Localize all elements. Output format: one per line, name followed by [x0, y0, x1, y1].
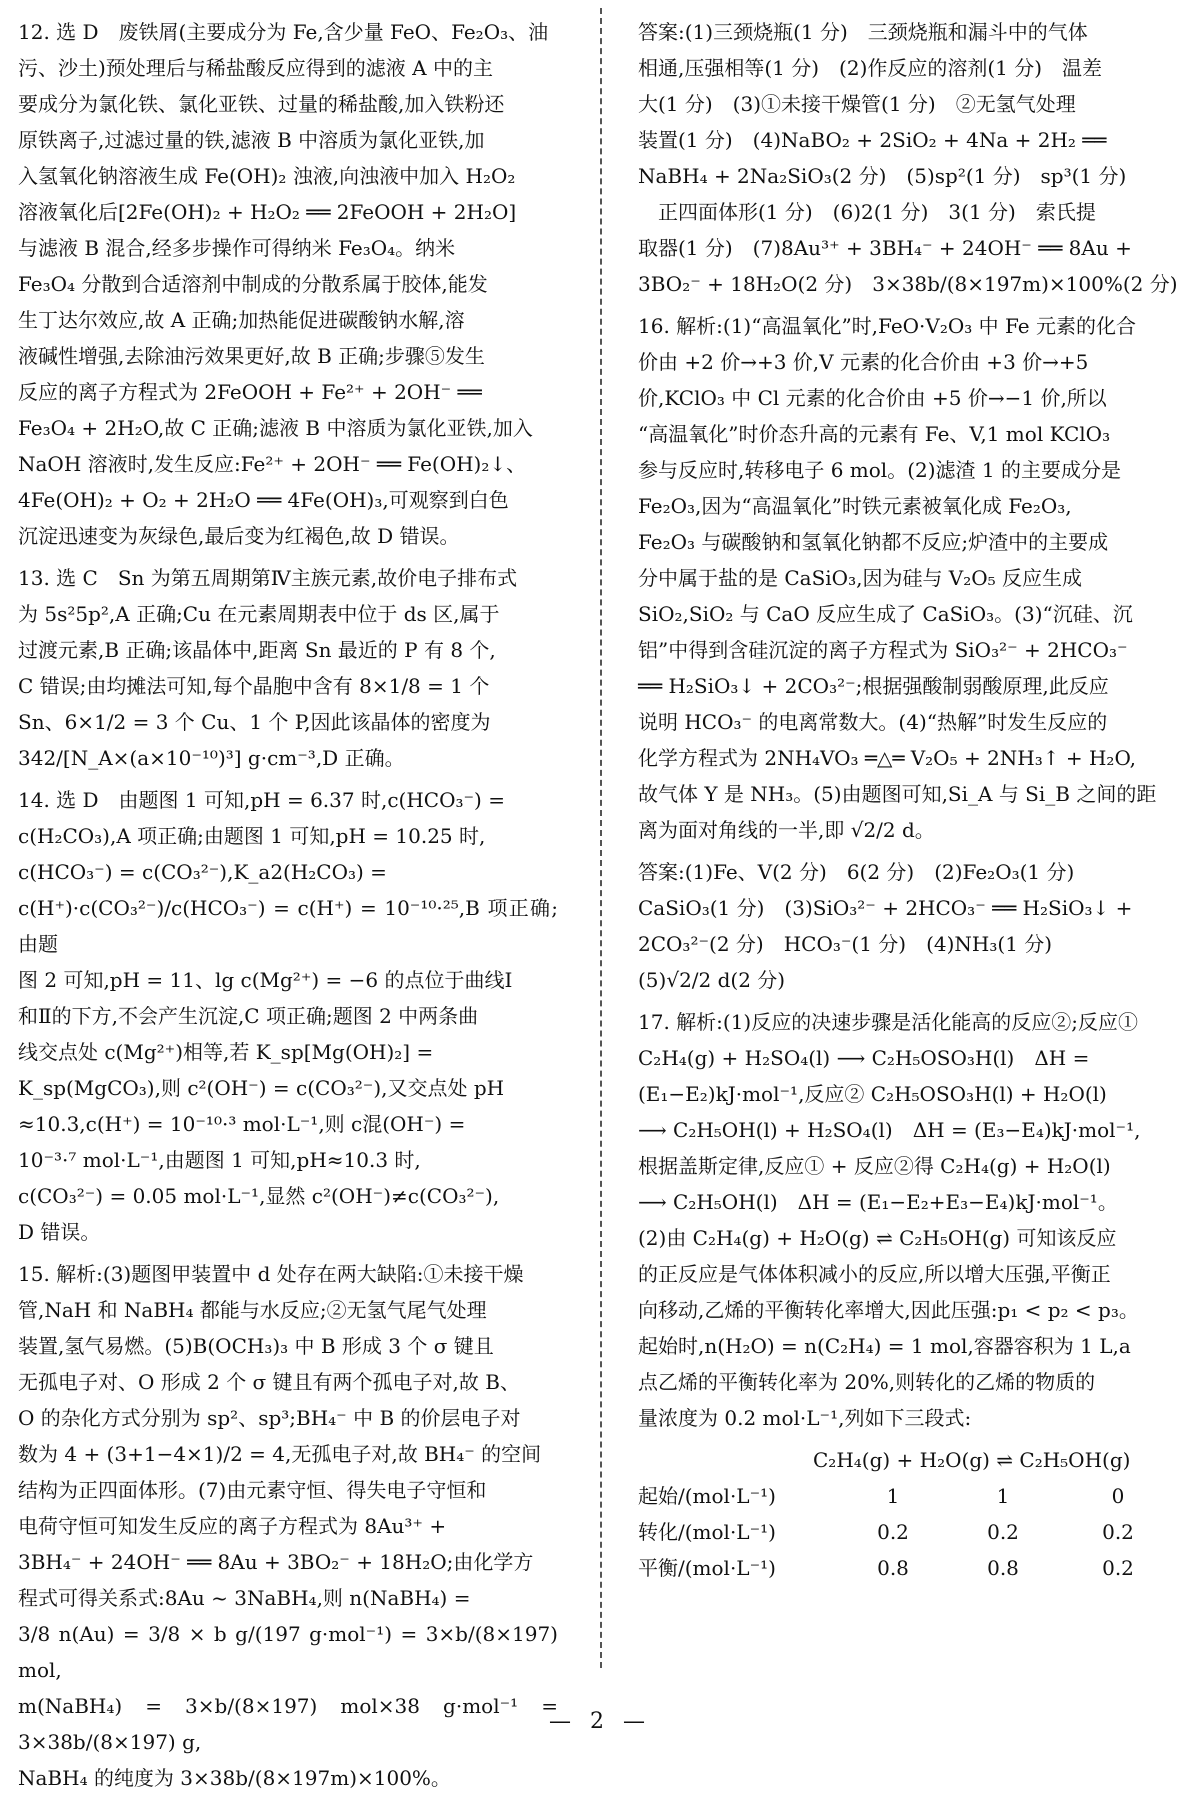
text-line: K_sp(MgCO₃),则 c²(OH⁻) = c(CO₃²⁻),又交点处 pH: [18, 1076, 505, 1100]
text-line: Sn、6×1/2 = 3 个 Cu、1 个 P,因此该晶体的密度为: [18, 710, 491, 734]
text-line: 装置(1 分) (4)NaBO₂ + 2SiO₂ + 4Na + 2H₂ ══: [638, 128, 1107, 152]
text-line: 铝”中得到含硅沉淀的离子方程式为 SiO₃²⁻ + 2HCO₃⁻: [638, 638, 1128, 662]
text-line: ⟶ C₂H₅OH(l) + H₂SO₄(l) ΔH = (E₃−E₄)kJ·mol⁻¹,: [638, 1118, 1141, 1142]
text-line: Fe₂O₃ 与碳酸钠和氢氧化钠都不反应;炉渣中的主要成: [638, 530, 1109, 554]
text-line: 反应的离子方程式为 2FeOOH + Fe²⁺ + 2OH⁻ ══: [18, 380, 482, 404]
text-line: 向移动,乙烯的平衡转化率增大,因此压强:p₁ < p₂ < p₃。: [638, 1298, 1139, 1322]
text-line: 3BO₂⁻ + 18H₂O(2 分) 3×38b/(8×197m)×100%(2 分): [638, 272, 1178, 296]
table-row: [638, 1514, 1180, 1550]
cell: 0.2: [1102, 1556, 1134, 1580]
text-line: D 错误。: [18, 1220, 101, 1244]
text-line: 入氢氧化钠溶液生成 Fe(OH)₂ 浊液,向浊液中加入 H₂O₂: [18, 164, 516, 188]
text-line: 正四面体形(1 分) (6)2(1 分) 3(1 分) 索氏提: [638, 200, 1096, 224]
column-divider: [600, 8, 602, 1668]
text-line: 生丁达尔效应,故 A 正确;加热能促进碳酸钠水解,溶: [18, 308, 465, 332]
text-line: ══ H₂SiO₃↓ + 2CO₃²⁻;根据强酸制弱酸原理,此反应: [638, 674, 1109, 698]
left-column: [18, 14, 558, 1802]
text-line: c(H₂CO₃),A 项正确;由题图 1 可知,pH = 10.25 时,: [18, 824, 486, 848]
text-line: 与滤液 B 混合,经多步操作可得纳米 Fe₃O₄。纳米: [18, 236, 456, 260]
text-line: NaOH 溶液时,发生反应:Fe²⁺ + 2OH⁻ ══ Fe(OH)₂↓、: [18, 452, 527, 476]
question-17: [638, 1004, 1180, 1436]
row-label: 起始/(mol·L⁻¹): [638, 1484, 776, 1508]
text-line: 3BH₄⁻ + 24OH⁻ ══ 8Au + 3BO₂⁻ + 18H₂O;由化学方: [18, 1550, 534, 1574]
text-line: 污、沙土)预处理后与稀盐酸反应得到的滤液 A 中的主: [18, 56, 493, 80]
text-line: 参与反应时,转移电子 6 mol。(2)滤渣 1 的主要成分是: [638, 458, 1121, 482]
text-line: C₂H₄(g) + H₂SO₄(l) ⟶ C₂H₅OSO₃H(l) ΔH =: [638, 1046, 1090, 1070]
text-line: 15. 解析:(3)题图甲装置中 d 处存在两大缺陷:①未接干燥: [18, 1262, 524, 1286]
text-line: ⟶ C₂H₅OH(l) ΔH = (E₁−E₂+E₃−E₄)kJ·mol⁻¹。: [638, 1190, 1118, 1214]
cell: 0.2: [877, 1520, 909, 1544]
cell: 0.8: [987, 1556, 1019, 1580]
text-line: 答案:(1)三颈烧瓶(1 分) 三颈烧瓶和漏斗中的气体: [638, 20, 1088, 44]
text-line: c(CO₃²⁻) = 0.05 mol·L⁻¹,显然 c²(OH⁻)≠c(CO₃²⁻),: [18, 1184, 500, 1208]
text-line: CaSiO₃(1 分) (3)SiO₃²⁻ + 2HCO₃⁻ ══ H₂SiO₃↓ +: [638, 896, 1133, 920]
page-number: — 2 —: [549, 1709, 651, 1734]
cell: 0.8: [877, 1556, 909, 1580]
text-line: 无孤电子对、O 形成 2 个 σ 键且有两个孤电子对,故 B、: [18, 1370, 520, 1394]
text-line: SiO₂,SiO₂ 与 CaO 反应生成了 CaSiO₃。(3)“沉硅、沉: [638, 602, 1133, 626]
text-line: 沉淀迅速变为灰绿色,最后变为红褐色,故 D 错误。: [18, 524, 460, 548]
text-line: 离为面对角线的一半,即 √2/2 d。: [638, 818, 935, 842]
text-line: 点乙烯的平衡转化率为 20%,则转化的乙烯的物质的: [638, 1370, 1096, 1394]
text-line: 14. 选 D 由题图 1 可知,pH = 6.37 时,c(HCO₃⁻) =: [18, 788, 505, 812]
text-line: 结构为正四面体形。(7)由元素守恒、得失电子守恒和: [18, 1478, 487, 1502]
text-line: 答案:(1)Fe、V(2 分) 6(2 分) (2)Fe₂O₃(1 分): [638, 860, 1075, 884]
text-line: 根据盖斯定律,反应① + 反应②得 C₂H₄(g) + H₂O(l): [638, 1154, 1111, 1178]
text-line: (E₁−E₂)kJ·mol⁻¹,反应② C₂H₅OSO₃H(l) + H₂O(l): [638, 1082, 1107, 1106]
text-line: 342/[N_A×(a×10⁻¹⁰)³] g·cm⁻³,D 正确。: [18, 746, 405, 770]
text-line: 和Ⅱ的下方,不会产生沉淀,C 项正确;题图 2 中两条曲: [18, 1004, 479, 1028]
text-line: 电荷守恒可知发生反应的离子方程式为 8Au³⁺ +: [18, 1514, 447, 1538]
cell: 0.2: [987, 1520, 1019, 1544]
text-line: 故气体 Y 是 NH₃。(5)由题图可知,Si_A 与 Si_B 之间的距: [638, 782, 1157, 806]
text-line: 液碱性增强,去除油污效果更好,故 B 正确;步骤⑤发生: [18, 344, 485, 368]
text-line: 3/8 n(Au) = 3/8 × b g/(197 g·mol⁻¹) = 3×b/(8×197) mol,: [18, 1622, 558, 1682]
row-label: 平衡/(mol·L⁻¹): [638, 1556, 776, 1580]
cell: 0: [1111, 1484, 1125, 1508]
text-line: c(H⁺)·c(CO₃²⁻)/c(HCO₃⁻) = c(H⁺) = 10⁻¹⁰·²⁵,B 项正确;由题: [18, 896, 558, 956]
text-line: c(HCO₃⁻) = c(CO₃²⁻),K_a2(H₂CO₃) =: [18, 860, 387, 884]
table-equation: C₂H₄(g) + H₂O(g) ⇌ C₂H₅OH(g): [813, 1448, 1131, 1472]
cell: 0.2: [1102, 1520, 1134, 1544]
question-16: [638, 308, 1180, 848]
text-line: “高温氧化”时价态升高的元素有 Fe、V,1 mol KClO₃: [638, 422, 1111, 446]
text-line: 程式可得关系式:8Au ~ 3NaBH₄,则 n(NaBH₄) =: [18, 1586, 471, 1610]
row-label: 转化/(mol·L⁻¹): [638, 1520, 776, 1544]
three-stage-table: [638, 1442, 1180, 1586]
text-line: 说明 HCO₃⁻ 的电离常数大。(4)“热解”时发生反应的: [638, 710, 1108, 734]
text-line: Fe₃O₄ + 2H₂O,故 C 正确;滤液 B 中溶质为氯化亚铁,加入: [18, 416, 533, 440]
cell: 1: [996, 1484, 1010, 1508]
text-line: Fe₃O₄ 分散到合适溶剂中制成的分散系属于胶体,能发: [18, 272, 488, 296]
text-line: (2)由 C₂H₄(g) + H₂O(g) ⇌ C₂H₅OH(g) 可知该反应: [638, 1226, 1117, 1250]
text-line: C 错误;由均摊法可知,每个晶胞中含有 8×1/8 = 1 个: [18, 674, 490, 698]
text-line: 数为 4 + (3+1−4×1)/2 = 4,无孤电子对,故 BH₄⁻ 的空间: [18, 1442, 542, 1466]
text-line: 2CO₃²⁻(2 分) HCO₃⁻(1 分) (4)NH₃(1 分): [638, 932, 1053, 956]
text-line: 10⁻³·⁷ mol·L⁻¹,由题图 1 可知,pH≈10.3 时,: [18, 1148, 421, 1172]
text-line: 线交点处 c(Mg²⁺)相等,若 K_sp[Mg(OH)₂] =: [18, 1040, 434, 1064]
text-line: 4Fe(OH)₂ + O₂ + 2H₂O ══ 4Fe(OH)₃,可观察到白色: [18, 488, 509, 512]
text-line: 溶液氧化后[2Fe(OH)₂ + H₂O₂ ══ 2FeOOH + 2H₂O]: [18, 200, 517, 224]
text-line: 分中属于盐的是 CaSiO₃,因为硅与 V₂O₅ 反应生成: [638, 566, 1083, 590]
text-line: 的正反应是气体体积减小的反应,所以增大压强,平衡正: [638, 1262, 1111, 1286]
text-line: ≈10.3,c(H⁺) = 10⁻¹⁰·³ mol·L⁻¹,则 c混(OH⁻) =: [18, 1112, 466, 1136]
table-row: [638, 1478, 1180, 1514]
text-line: 16. 解析:(1)“高温氧化”时,FeO·V₂O₃ 中 Fe 元素的化合: [638, 314, 1136, 338]
text-line: 价,KClO₃ 中 Cl 元素的化合价由 +5 价→−1 价,所以: [638, 386, 1107, 410]
question-14: [18, 782, 558, 1250]
text-line: Fe₂O₃,因为“高温氧化”时铁元素被氧化成 Fe₂O₃,: [638, 494, 1072, 518]
text-line: 量浓度为 0.2 mol·L⁻¹,列如下三段式:: [638, 1406, 972, 1430]
text-line: 取器(1 分) (7)8Au³⁺ + 3BH₄⁻ + 24OH⁻ ══ 8Au +: [638, 236, 1132, 260]
text-line: m(NaBH₄) = 3×b/(8×197) mol×38 g·mol⁻¹ = 3×38b/(8×197) g,: [18, 1694, 558, 1754]
text-line: 过渡元素,B 正确;该晶体中,距离 Sn 最近的 P 有 8 个,: [18, 638, 496, 662]
text-line: 原铁离子,过滤过量的铁,滤液 B 中溶质为氯化亚铁,加: [18, 128, 485, 152]
text-line: 装置,氢气易燃。(5)B(OCH₃)₃ 中 B 形成 3 个 σ 键且: [18, 1334, 494, 1358]
cell: 1: [886, 1484, 900, 1508]
text-line: 管,NaH 和 NaBH₄ 都能与水反应;②无氢气尾气处理: [18, 1298, 487, 1322]
text-line: 价由 +2 价→+3 价,V 元素的化合价由 +3 价→+5: [638, 350, 1089, 374]
text-line: 大(1 分) (3)①未接干燥管(1 分) ②无氢气处理: [638, 92, 1076, 116]
text-line: 化学方程式为 2NH₄VO₃ ═△═ V₂O₅ + 2NH₃↑ + H₂O,: [638, 746, 1137, 770]
text-line: O 的杂化方式分别为 sp²、sp³;BH₄⁻ 中 B 的价层电子对: [18, 1406, 521, 1430]
question-13: [18, 560, 558, 776]
text-line: 13. 选 C Sn 为第五周期第Ⅳ主族元素,故价电子排布式: [18, 566, 518, 590]
text-line: 图 2 可知,pH = 11、lg c(Mg²⁺) = −6 的点位于曲线Ⅰ: [18, 968, 513, 992]
text-line: 要成分为氯化铁、氯化亚铁、过量的稀盐酸,加入铁粉还: [18, 92, 505, 116]
text-line: 为 5s²5p²,A 正确;Cu 在元素周期表中位于 ds 区,属于: [18, 602, 500, 626]
text-line: NaBH₄ 的纯度为 3×38b/(8×197m)×100%。: [18, 1766, 451, 1790]
text-line: NaBH₄ + 2Na₂SiO₃(2 分) (5)sp²(1 分) sp³(1 分): [638, 164, 1127, 188]
question-12: [18, 14, 558, 554]
text-line: 17. 解析:(1)反应的决速步骤是活化能高的反应②;反应①: [638, 1010, 1138, 1034]
text-line: (5)√2/2 d(2 分): [638, 968, 786, 992]
table-row: [638, 1550, 1180, 1586]
text-line: 相通,压强相等(1 分) (2)作反应的溶剂(1 分) 温差: [638, 56, 1103, 80]
text-line: 起始时,n(H₂O) = n(C₂H₄) = 1 mol,容器容积为 1 L,a: [638, 1334, 1131, 1358]
text-line: 12. 选 D 废铁屑(主要成分为 Fe,含少量 FeO、Fe₂O₃、油: [18, 20, 549, 44]
answer-16: [638, 854, 1180, 998]
right-column: [638, 14, 1180, 1586]
answer-15: [638, 14, 1180, 302]
